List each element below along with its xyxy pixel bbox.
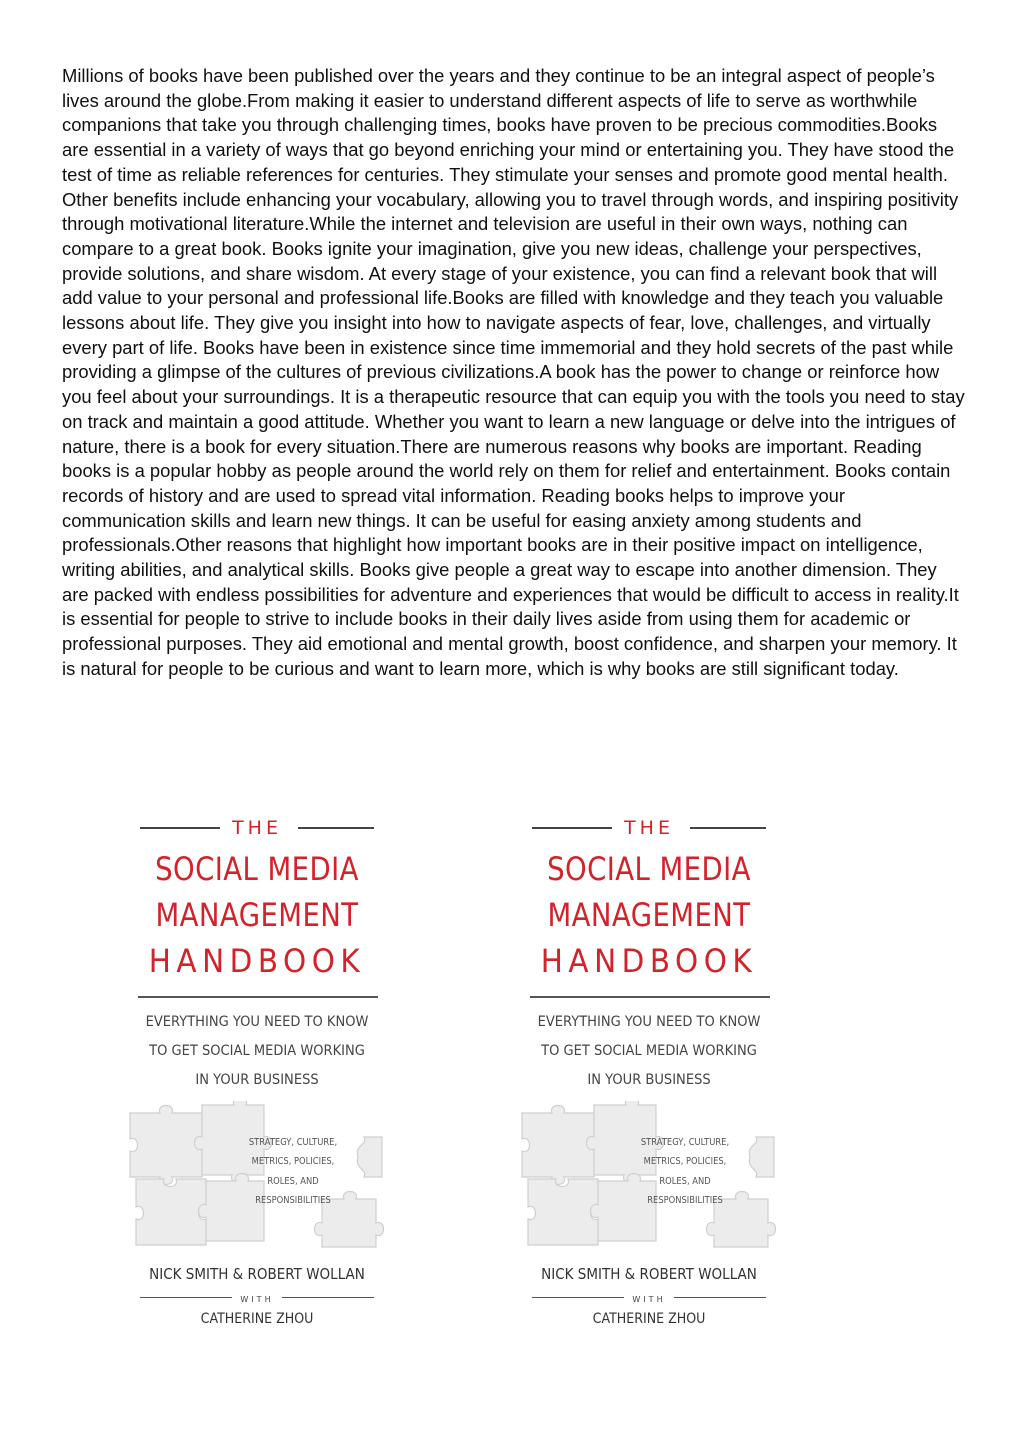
cover-subtitle — [528, 1008, 771, 1095]
puzzle-text — [633, 1133, 737, 1211]
cover-subtitle-2: TO GET SOCIAL MEDIA WORKING — [541, 1042, 757, 1059]
cover-subtitle-3: IN YOUR BUSINESS — [587, 1071, 711, 1088]
cover-subtitle-1: EVERYTHING YOU NEED TO KNOW — [537, 1013, 761, 1030]
cover-title-line-3: HANDBOOK — [148, 942, 366, 980]
rule-right — [690, 827, 766, 829]
cover-divider — [530, 996, 770, 998]
puzzle-line-1: STRATEGY, CULTURE, — [640, 1136, 730, 1148]
book-cover-left — [122, 810, 392, 1330]
puzzle-line-4: RESPONSIBILITIES — [647, 1195, 723, 1206]
cover-the-row — [122, 810, 392, 846]
cover-subtitle — [136, 1008, 379, 1095]
puzzle-text — [241, 1133, 345, 1211]
cover-with-row — [122, 1287, 392, 1309]
with-rule-right — [282, 1297, 374, 1298]
cover-subtitle-1: EVERYTHING YOU NEED TO KNOW — [145, 1013, 369, 1030]
cover-coauthor: CATHERINE ZHOU — [592, 1310, 706, 1327]
with-rule-right — [674, 1297, 766, 1298]
cover-with: WITH — [632, 1294, 666, 1304]
cover-title-line-3: HANDBOOK — [540, 942, 758, 980]
rule-left — [140, 827, 220, 829]
cover-with: WITH — [240, 1294, 274, 1304]
cover-subtitle-2: TO GET SOCIAL MEDIA WORKING — [149, 1042, 365, 1059]
cover-title-line-2: MANAGEMENT — [155, 896, 359, 934]
puzzle-line-3: ROLES, AND — [659, 1175, 711, 1187]
puzzle-graphic — [122, 1101, 392, 1251]
cover-the-row — [514, 810, 784, 846]
cover-subtitle-3: IN YOUR BUSINESS — [195, 1071, 319, 1088]
puzzle-line-2: METRICS, POLICIES, — [643, 1156, 727, 1167]
cover-title-line-1: SOCIAL MEDIA — [155, 850, 359, 888]
cover-the: THE — [232, 817, 282, 839]
cover-authors: NICK SMITH & ROBERT WOLLAN — [541, 1264, 757, 1283]
book-cover-right — [514, 810, 784, 1330]
cover-title-line-2: MANAGEMENT — [547, 896, 751, 934]
rule-left — [532, 827, 612, 829]
cover-the: THE — [624, 817, 674, 839]
article-body-text: Millions of books have been published over the years and they continue to be an integral aspect of people’s lives around the globe.From making it easier to understand different aspects of life to serve as worthwhile companions that take you through challenging times, books have proven to be precious commodities.Books are essential in a variety of ways that go beyond enriching your mind or entertaining you. They have stood the test of time as reliable references for centuries. They stimulate your senses and promote good mental health. Other benefits include enhancing your vocabulary, allowing you to travel through words, and inspiring positivity through motivational literature.While the internet and television are useful in their own ways, nothing can compare to a great book. Books ignite your imagination, give you new ideas, challenge your perspectives, provide solutions, and share wisdom. At every stage of your existence, you can find a relevant book that will add value to your personal and professional life.Books are filled with knowledge and they teach you valuable lessons about life. They give you insight into how to navigate aspects of fear, love, challenges, and virtually every part of life. Books have been in existence since time immemorial and they hold secrets of the past while providing a glimpse of the cultures of previous civilizations.A book has the power to change or reinforce how you feel about your surroundings. It is a therapeutic resource that can equip you with the tools you need to stay on track and maintain a good attitude. Whether you want to learn a new language or delve into the intrigues of nature, there is a book for every situation.There are numerous reasons why books are important. Reading books is a popular hobby as people around the world rely on them for relief and entertainment. Books contain records of history and are used to spread vital information. Reading books helps to improve your communication skills and learn new things. It can be useful for easing anxiety among students and professionals.Other reasons that highlight how important books are in their positive impact on intelligence, writing abilities, and analytical skills. Books give people a great way to escape into another dimension. They are packed with endless possibilities for adventure and experiences that would be difficult to access in reality.It is essential for people to strive to include books in their daily lives aside from using them for academic or professional purposes. They aid emotional and mental growth, boost confidence, and sharpen your memory. It is natural for people to be curious and want to learn more, which is why books are still significant today. — [62, 65, 965, 679]
puzzle-line-1: STRATEGY, CULTURE, — [248, 1136, 338, 1148]
cover-with-row — [514, 1287, 784, 1309]
cover-coauthor: CATHERINE ZHOU — [200, 1310, 314, 1327]
with-rule-left — [140, 1297, 232, 1298]
rule-right — [298, 827, 374, 829]
cover-authors: NICK SMITH & ROBERT WOLLAN — [149, 1264, 365, 1283]
cover-divider — [138, 996, 378, 998]
puzzle-line-2: METRICS, POLICIES, — [251, 1156, 335, 1167]
cover-title-line-1: SOCIAL MEDIA — [547, 850, 751, 888]
puzzle-line-3: ROLES, AND — [267, 1175, 319, 1187]
puzzle-graphic — [514, 1101, 784, 1251]
puzzle-line-4: RESPONSIBILITIES — [255, 1195, 331, 1206]
with-rule-left — [532, 1297, 624, 1298]
